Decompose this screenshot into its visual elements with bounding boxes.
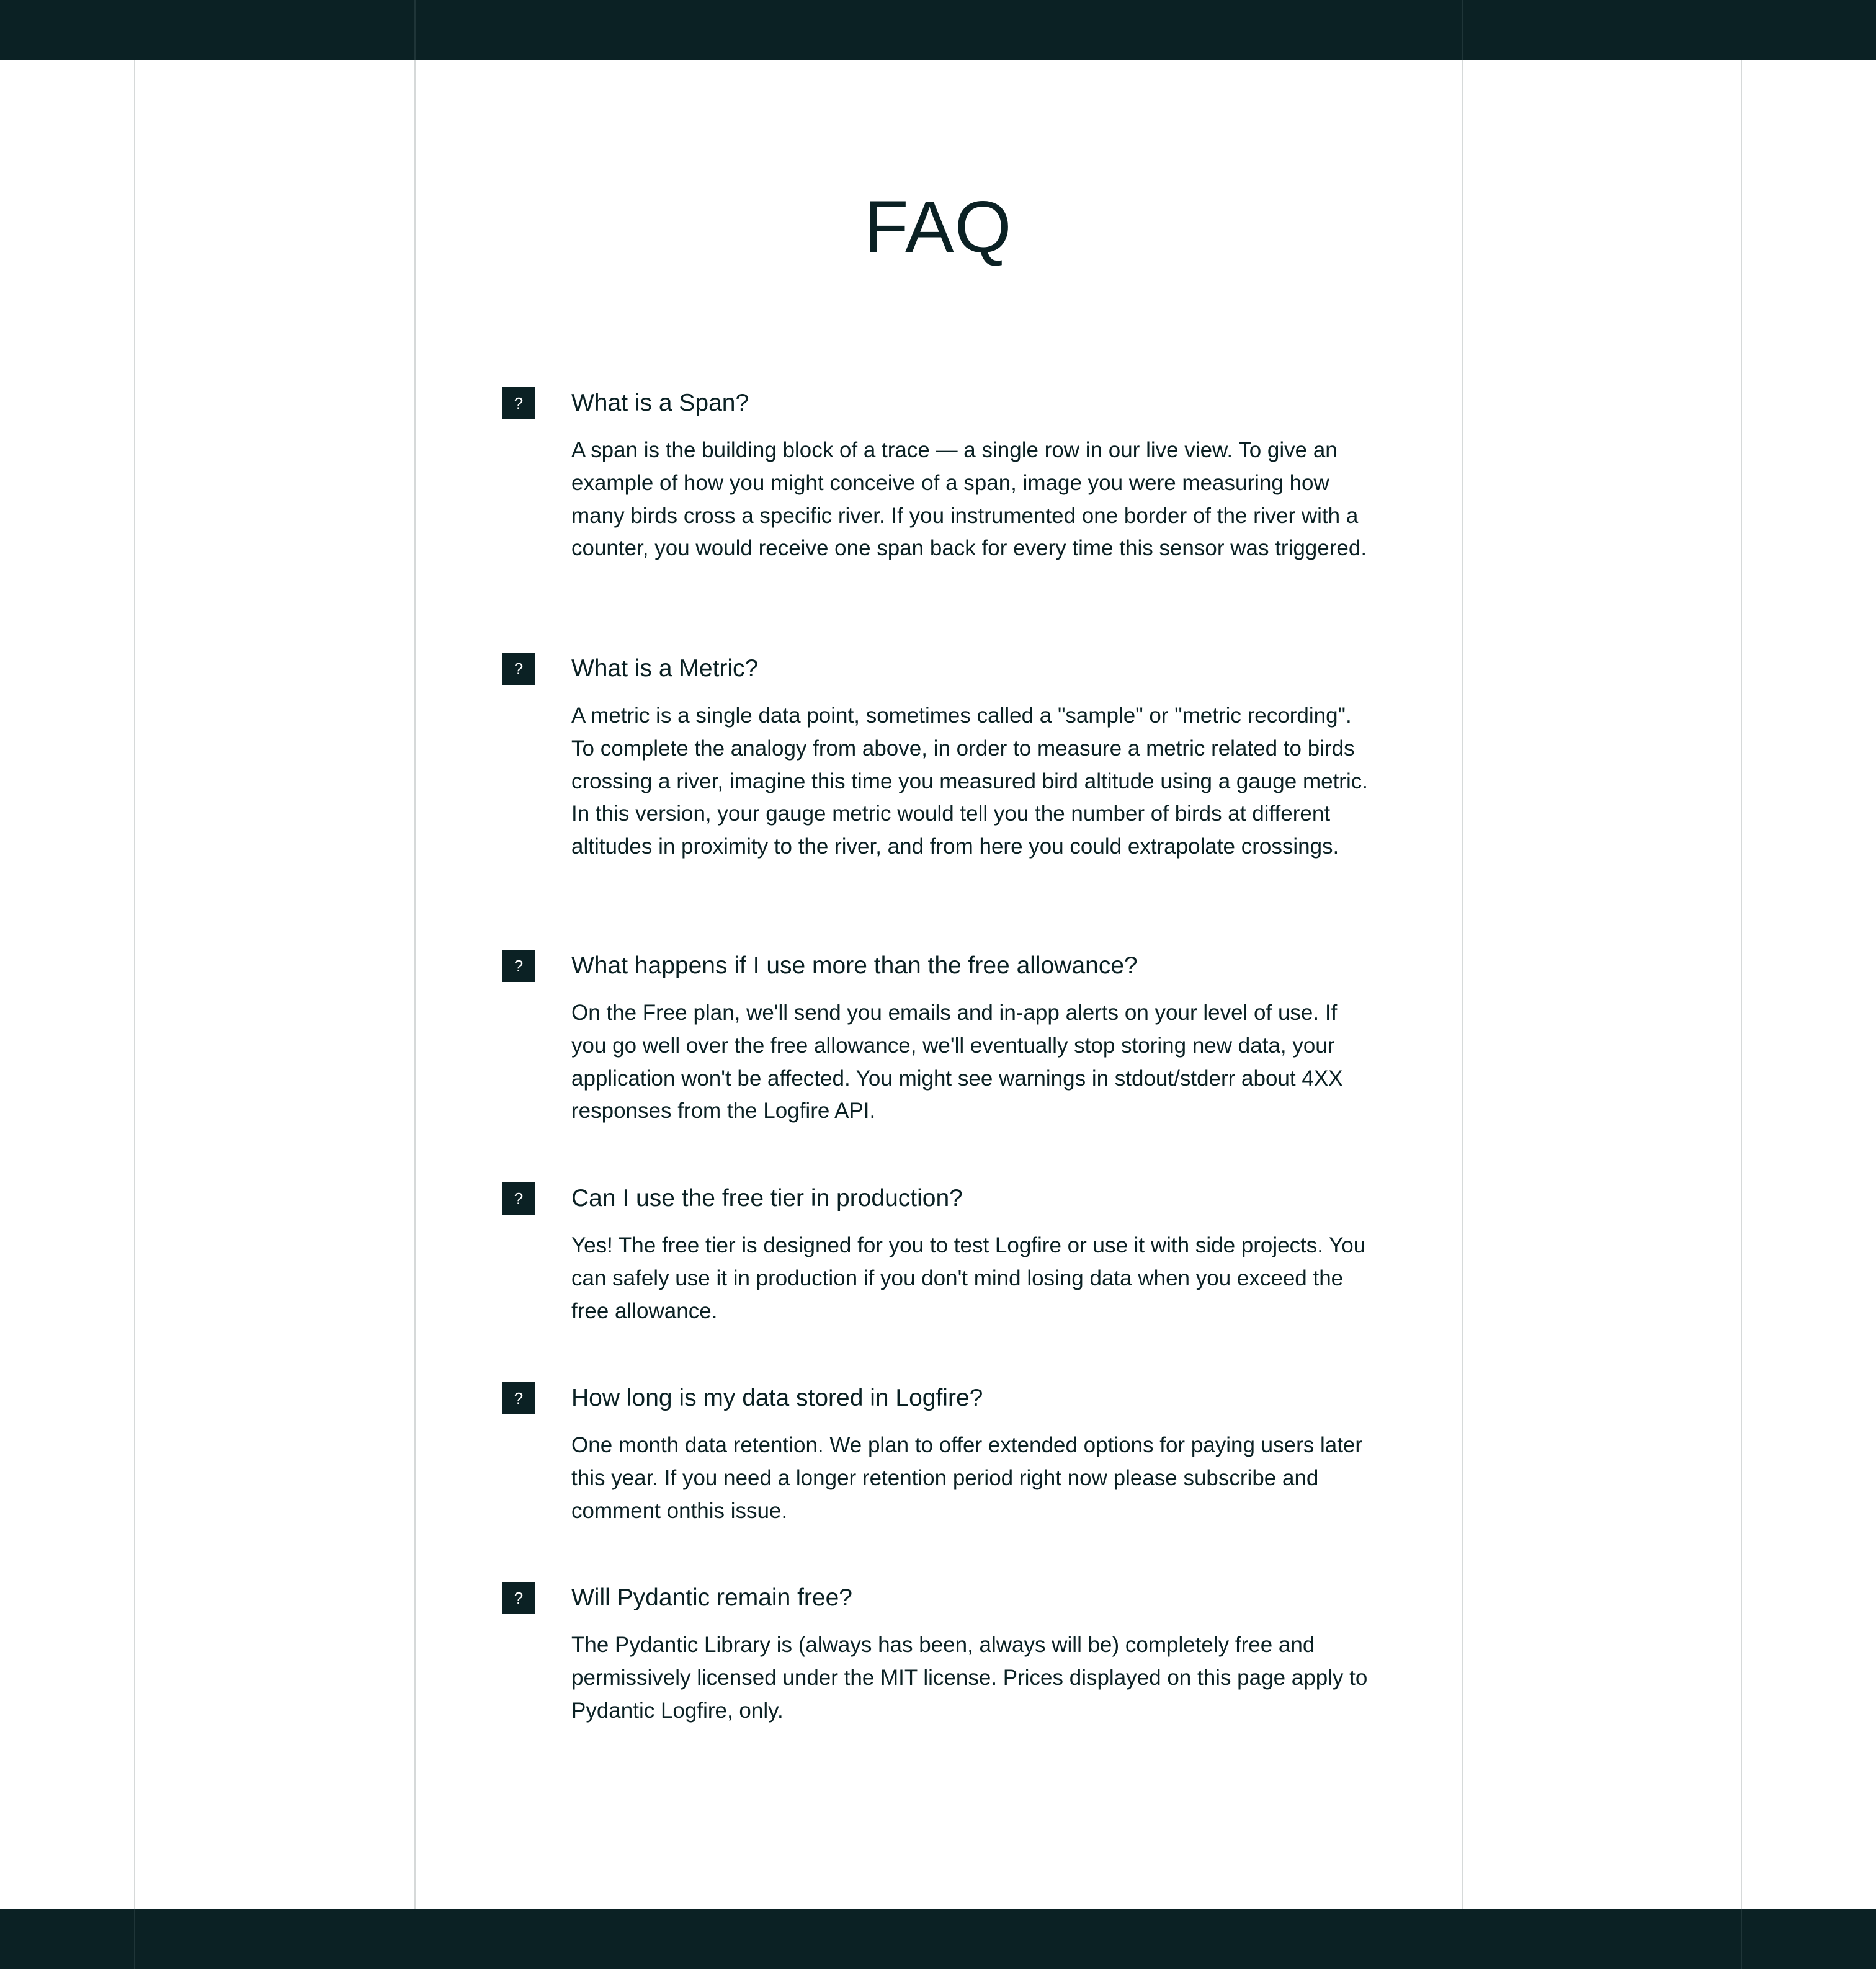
faq-item-pydantic-free [502, 1581, 1371, 1742]
grid-line-outer-right [1741, 60, 1742, 1909]
faq-question: What happens if I use more than the free allowance? [571, 952, 1138, 979]
faq-answer: One month data retention. We plan to offer extended options for paying users later this year. If you need a longer retention period right now please subscribe and comment onthis issue. [571, 1433, 1363, 1523]
grid-line-inner-left [414, 60, 416, 1909]
faq-item-free-tier [502, 1181, 1371, 1381]
bottom-band-divider-right [1741, 1909, 1742, 1969]
top-band-divider-left [414, 0, 416, 60]
bottom-band [0, 1909, 1876, 1969]
faq-item-allowance [502, 949, 1371, 1181]
question-icon: ? [502, 387, 535, 419]
faq-question: What is a Metric? [571, 655, 759, 682]
question-icon: ? [502, 1382, 535, 1414]
faq-question: Can I use the free tier in production? [571, 1185, 963, 1212]
faq-answer: A span is the building block of a trace — a single row in our live view. To give an example of how you might conceive of a span, image you were measuring how many birds cross a specific river. If you instrumented one border of the river with a counter, you would receive one span back for every time this sensor was triggered. [571, 438, 1367, 561]
top-band-divider-right [1462, 0, 1463, 60]
faq-item-metric [502, 651, 1371, 949]
faq-item-retention [502, 1381, 1371, 1581]
question-icon: ? [502, 1182, 535, 1215]
faq-item-span [502, 386, 1371, 651]
faq-question: Will Pydantic remain free? [571, 1584, 852, 1611]
faq-answer: The Pydantic Library is (always has been, always will be) completely free and permissively licensed under the MIT license. Prices displayed on this page apply to Pydantic Logfire, only. [571, 1633, 1368, 1723]
grid-line-outer-left [134, 60, 135, 1909]
bottom-band-divider-left [134, 1909, 135, 1969]
page-title: FAQ [864, 186, 1012, 268]
faq-list [502, 386, 1371, 1742]
faq-question: How long is my data stored in Logfire? [571, 1385, 983, 1411]
top-band [0, 0, 1876, 60]
faq-answer: Yes! The free tier is designed for you to test Logfire or use it with side projects. You can safely use it in production if you don't mind losing data when you exceed the free allowance. [571, 1233, 1366, 1323]
faq-question: What is a Span? [571, 390, 749, 416]
question-icon: ? [502, 950, 535, 982]
question-icon: ? [502, 1582, 535, 1614]
faq-answer: On the Free plan, we'll send you emails and in-app alerts on your level of use. If you go well over the free allowance, we'll eventually stop storing new data, your application won't be affected. You might see warnings in stdout/stderr about 4XX responses from the Logfire API. [571, 1001, 1343, 1123]
faq-answer: A metric is a single data point, sometimes called a "sample" or "metric recording". To complete the analogy from above, in order to measure a metric related to birds crossing a river, imagine this time you measured bird altitude using a gauge metric. In this version, your gauge metric would tell you the number of birds at different altitudes in proximity to the river, and from here you could extrapolate crossings. [571, 703, 1368, 859]
grid-line-inner-right [1462, 60, 1463, 1909]
question-icon: ? [502, 653, 535, 685]
